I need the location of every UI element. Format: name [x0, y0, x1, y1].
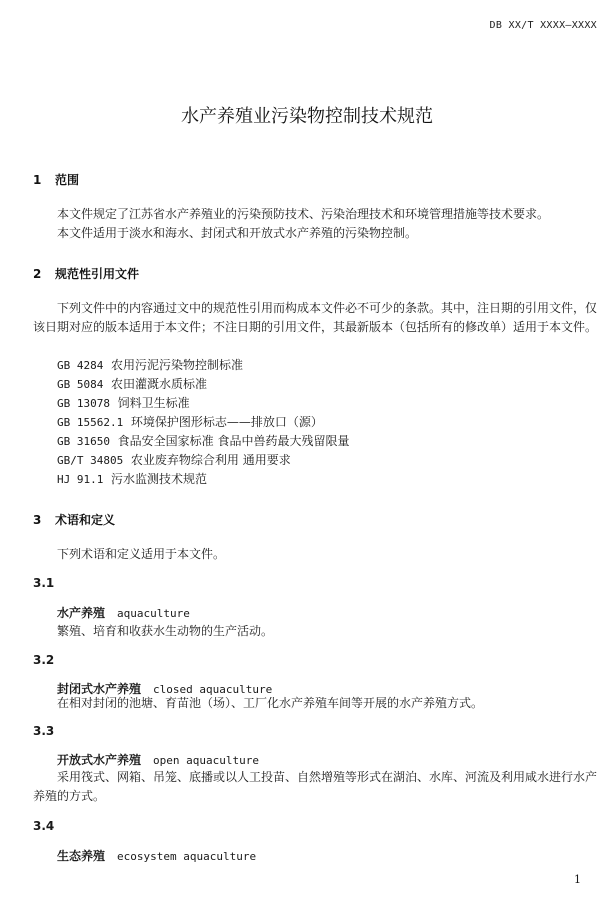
section-number: 2 [33, 267, 42, 281]
reference-item: GB 4284 农用污泥污染物控制标准 [57, 358, 244, 372]
term-number: 3.1 [33, 576, 55, 590]
reference-item: GB 13078 饲料卫生标准 [57, 396, 190, 410]
section-1-heading [33, 171, 79, 188]
term-number: 3.4 [33, 819, 55, 833]
reference-item: HJ 91.1 污水监测技术规范 [57, 472, 208, 486]
term-definition: 繁殖、培育和收获水生动物的生产活动。 [57, 624, 274, 638]
section-title: 术语和定义 [55, 513, 116, 527]
term-definition: 采用筏式、网箱、吊笼、底播或以人工投苗、自然增殖等形式在湖泊、水库、河流及利用咸水进行水产养殖的方式。 [33, 770, 598, 803]
document-code-header: DB XX/T XXXX—XXXX [489, 20, 597, 31]
reference-item: GB 31650 食品安全国家标准 食品中兽药最大残留限量 [57, 434, 350, 448]
term-number: 3.2 [33, 653, 55, 667]
terms-intro: 下列术语和定义适用于本文件。 [57, 547, 226, 561]
section-number: 1 [33, 173, 42, 187]
term-entry: 开放式水产养殖 open aquaculture [57, 753, 259, 767]
scope-paragraph-2: 本文件适用于淡水和海水、封闭式和开放式水产养殖的污染物控制。 [57, 226, 418, 240]
term-entry: 封闭式水产养殖 closed aquaculture [57, 682, 273, 696]
term-entry: 水产养殖 aquaculture [57, 606, 190, 620]
page-number: 1 [574, 873, 581, 886]
term-number: 3.3 [33, 724, 55, 738]
normative-references-intro: 下列文件中的内容通过文中的规范性引用而构成本文件必不可少的条款。其中，注日期的引用文件，仅该日期对应的版本适用于本文件；不注日期的引用文件，其最新版本（包括所有的修改单）适用于本文件。 [33, 301, 598, 334]
reference-item: GB 5084 农田灌溉水质标准 [57, 377, 208, 391]
document-title: 水产养殖业污染物控制技术规范 [181, 106, 433, 127]
section-title: 范围 [55, 173, 80, 187]
reference-item: GB/T 34805 农业废弃物综合利用 通用要求 [57, 453, 291, 467]
term-definition: 在相对封闭的池塘、育苗池（场）、工厂化水产养殖车间等开展的水产养殖方式。 [57, 696, 484, 710]
section-2-heading [33, 265, 139, 282]
scope-paragraph-1: 本文件规定了江苏省水产养殖业的污染预防技术、污染治理技术和环境管理措施等技术要求。 [57, 207, 550, 221]
section-title: 规范性引用文件 [55, 267, 140, 281]
term-entry: 生态养殖 ecosystem aquaculture [57, 849, 257, 863]
reference-item: GB 15562.1 环境保护图形标志——排放口（源） [57, 415, 323, 429]
section-number: 3 [33, 513, 42, 527]
section-3-heading [33, 511, 115, 528]
